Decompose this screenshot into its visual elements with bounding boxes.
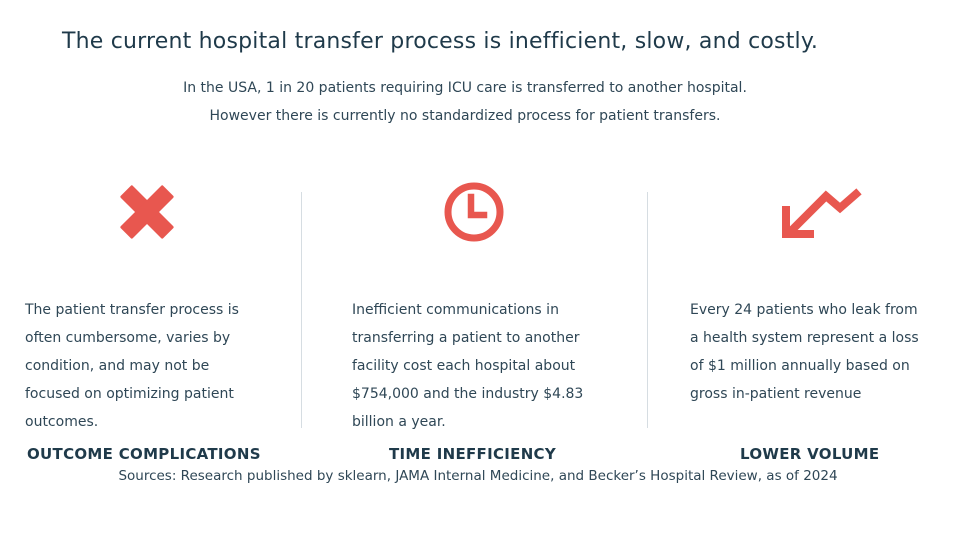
body-line: facility cost each hospital about bbox=[352, 358, 576, 374]
body-line: of $1 million annually based on bbox=[690, 358, 910, 374]
sources-note: Sources: Research published by sklearn, JAMA Internal Medicine, and Becker’s Hospital Review, as of 2024 bbox=[118, 468, 838, 484]
column-heading: TIME INEFFICIENCY bbox=[389, 445, 557, 463]
body-line: billion a year. bbox=[352, 414, 446, 430]
body-line: gross in-patient revenue bbox=[690, 386, 862, 402]
body-line: often cumbersome, varies by bbox=[25, 330, 231, 346]
column-divider bbox=[301, 192, 302, 428]
subtitle-line-1: In the USA, 1 in 20 patients requiring ICU care is transferred to another hospital. bbox=[183, 80, 747, 96]
subtitle-line-2: However there is currently no standardized process for patient transfers. bbox=[209, 108, 721, 124]
x-mark-icon bbox=[115, 180, 179, 244]
body-line: $754,000 and the industry $4.83 bbox=[352, 386, 584, 402]
body-line: a health system represent a loss bbox=[690, 330, 919, 346]
body-line: outcomes. bbox=[25, 414, 99, 430]
body-line: Inefficient communications in bbox=[352, 302, 559, 318]
body-line: focused on optimizing patient bbox=[25, 386, 234, 402]
column-time-inefficiency bbox=[352, 180, 612, 463]
body-line: condition, and may not be bbox=[25, 358, 210, 374]
page-title: The current hospital transfer process is inefficient, slow, and costly. bbox=[62, 29, 819, 54]
body-line: Every 24 patients who leak from bbox=[690, 302, 918, 318]
column-divider bbox=[647, 192, 648, 428]
column-body bbox=[690, 296, 940, 408]
column-body bbox=[25, 296, 280, 436]
column-body bbox=[352, 296, 612, 436]
column-outcome-complications bbox=[25, 180, 285, 463]
clock-icon bbox=[442, 180, 506, 244]
body-line: transferring a patient to another bbox=[352, 330, 580, 346]
trend-down-arrow-icon bbox=[778, 180, 842, 244]
column-lower-volume bbox=[690, 180, 950, 463]
column-heading: LOWER VOLUME bbox=[740, 445, 880, 463]
body-line: The patient transfer process is bbox=[25, 302, 239, 318]
column-heading: OUTCOME COMPLICATIONS bbox=[27, 445, 261, 463]
